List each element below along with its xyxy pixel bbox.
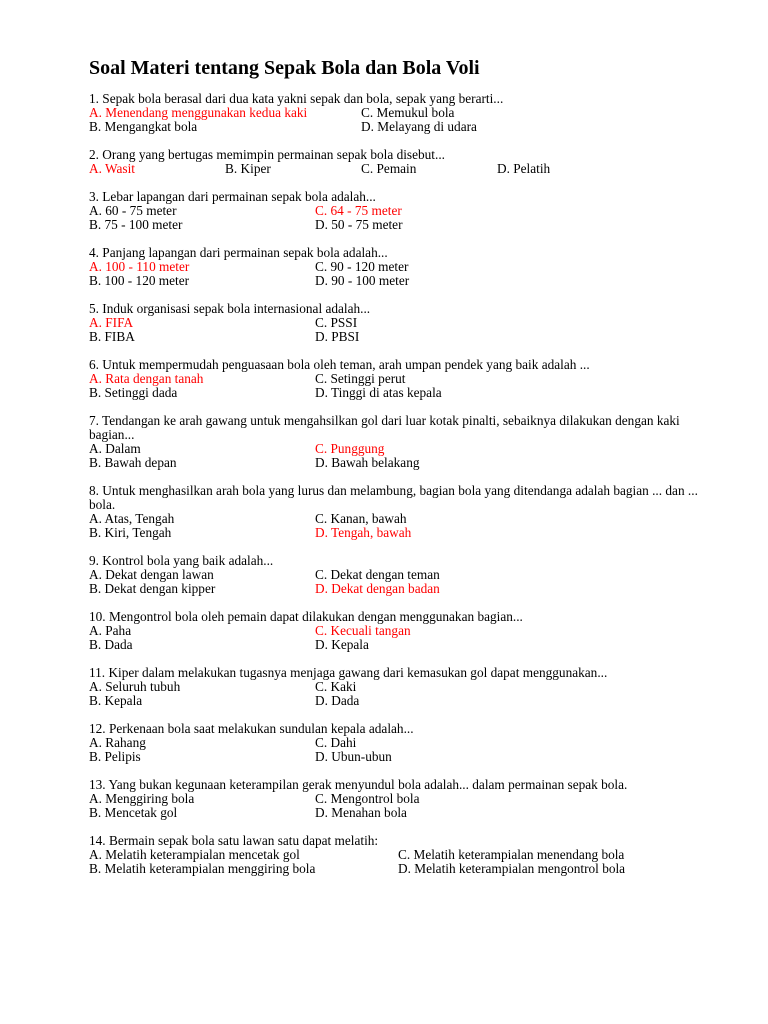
option-b: B. Pelipis <box>89 749 141 764</box>
question-text: 8. Untuk menghasilkan arah bola yang lurus dan melambung, bagian bola yang ditendanga adalah bagian ... dan ... bola. <box>89 483 698 512</box>
question-9 <box>89 554 709 596</box>
option-c: C. Kanan, bawah <box>315 511 407 526</box>
question-text: 3. Lebar lapangan dari permainan sepak bola adalah... <box>89 189 376 204</box>
option-a: A. Wasit <box>89 161 135 176</box>
option-c: C. Dahi <box>315 735 357 750</box>
option-d: D. Melatih keterampialan mengontrol bola <box>398 861 626 876</box>
option-c: C. Punggung <box>315 441 385 456</box>
question-text: 12. Perkenaan bola saat melakukan sundulan kepala adalah... <box>89 721 414 736</box>
option-a: A. FIFA <box>89 315 134 330</box>
question-text: 4. Panjang lapangan dari permainan sepak bola adalah... <box>89 245 388 260</box>
option-c: C. Pemain <box>361 161 417 176</box>
option-b: B. Setinggi dada <box>89 385 178 400</box>
option-c: C. Kaki <box>315 679 357 694</box>
option-b: B. Kepala <box>89 693 143 708</box>
option-c: C. Memukul bola <box>361 105 455 120</box>
option-b: B. Mencetak gol <box>89 805 178 820</box>
option-a: A. Menendang menggunakan kedua kaki <box>89 105 308 120</box>
option-d: D. Dekat dengan badan <box>315 581 440 596</box>
option-a: A. Melatih keterampialan mencetak gol <box>89 847 300 862</box>
option-b: B. FIBA <box>89 329 135 344</box>
option-c: C. 90 - 120 meter <box>315 259 409 274</box>
option-a: A. 100 - 110 meter <box>89 259 190 274</box>
option-c: C. Melatih keterampialan menendang bola <box>398 847 625 862</box>
option-d: D. 50 - 75 meter <box>315 217 403 232</box>
option-d: D. Pelatih <box>497 161 551 176</box>
question-12 <box>89 722 709 764</box>
question-text: 9. Kontrol bola yang baik adalah... <box>89 553 274 568</box>
option-a: A. 60 - 75 meter <box>89 203 177 218</box>
question-10 <box>89 610 709 652</box>
option-a: A. Atas, Tengah <box>89 511 175 526</box>
option-b: B. Melatih keterampialan menggiring bola <box>89 861 316 876</box>
option-a: A. Rahang <box>89 735 146 750</box>
question-text: 2. Orang yang bertugas memimpin permainan sepak bola disebut... <box>89 147 445 162</box>
question-7 <box>89 414 709 470</box>
option-a: A. Seluruh tubuh <box>89 679 181 694</box>
question-3 <box>89 190 709 232</box>
question-4 <box>89 246 709 288</box>
question-text: 14. Bermain sepak bola satu lawan satu dapat melatih: <box>89 833 379 848</box>
question-2 <box>89 148 709 176</box>
option-a: A. Rata dengan tanah <box>89 371 204 386</box>
option-c: C. Kecuali tangan <box>315 623 411 638</box>
option-b: B. Kiper <box>225 161 271 176</box>
question-11 <box>89 666 709 708</box>
question-text: 11. Kiper dalam melakukan tugasnya menjaga gawang dari kemasukan gol dapat menggunakan... <box>89 665 608 680</box>
question-text: 1. Sepak bola berasal dari dua kata yakni sepak dan bola, sepak yang berarti... <box>89 91 504 106</box>
option-b: B. Dada <box>89 637 133 652</box>
question-text: 7. Tendangan ke arah gawang untuk mengahsilkan gol dari luar kotak pinalti, sebaiknya dilakukan dengan kaki bagian... <box>89 413 680 442</box>
option-b: B. 75 - 100 meter <box>89 217 183 232</box>
question-6 <box>89 358 709 400</box>
option-d: D. Tinggi di atas kepala <box>315 385 442 400</box>
question-1 <box>89 92 709 134</box>
option-d: D. Kepala <box>315 637 369 652</box>
question-text: 13. Yang bukan kegunaan keterampilan gerak menyundul bola adalah... dalam permainan sepak bola. <box>89 777 628 792</box>
option-d: D. Bawah belakang <box>315 455 420 470</box>
option-d: D. Melayang di udara <box>361 119 477 134</box>
option-c: C. PSSI <box>315 315 358 330</box>
option-b: B. Mengangkat bola <box>89 119 198 134</box>
option-a: A. Dalam <box>89 441 141 456</box>
option-a: A. Dekat dengan lawan <box>89 567 214 582</box>
question-text: 6. Untuk mempermudah penguasaan bola oleh teman, arah umpan pendek yang baik adalah ... <box>89 357 590 372</box>
option-a: A. Paha <box>89 623 132 638</box>
question-8 <box>89 484 709 540</box>
option-b: B. Kiri, Tengah <box>89 525 172 540</box>
option-c: C. Dekat dengan teman <box>315 567 440 582</box>
option-c: C. Setinggi perut <box>315 371 406 386</box>
option-d: D. PBSI <box>315 329 360 344</box>
option-c: C. 64 - 75 meter <box>315 203 402 218</box>
option-b: B. 100 - 120 meter <box>89 273 190 288</box>
question-text: 5. Induk organisasi sepak bola internasional adalah... <box>89 301 371 316</box>
option-d: D. Ubun-ubun <box>315 749 392 764</box>
option-b: B. Dekat dengan kipper <box>89 581 216 596</box>
question-text: 10. Mengontrol bola oleh pemain dapat dilakukan dengan menggunakan bagian... <box>89 609 523 624</box>
document-page <box>89 57 709 890</box>
option-d: D. 90 - 100 meter <box>315 273 410 288</box>
option-d: D. Dada <box>315 693 360 708</box>
question-13 <box>89 778 709 820</box>
option-a: A. Menggiring bola <box>89 791 195 806</box>
question-14 <box>89 834 709 876</box>
question-5 <box>89 302 709 344</box>
option-c: C. Mengontrol bola <box>315 791 420 806</box>
page-title: Soal Materi tentang Sepak Bola dan Bola Voli <box>89 57 480 79</box>
option-d: D. Tengah, bawah <box>315 525 412 540</box>
option-d: D. Menahan bola <box>315 805 407 820</box>
option-b: B. Bawah depan <box>89 455 177 470</box>
